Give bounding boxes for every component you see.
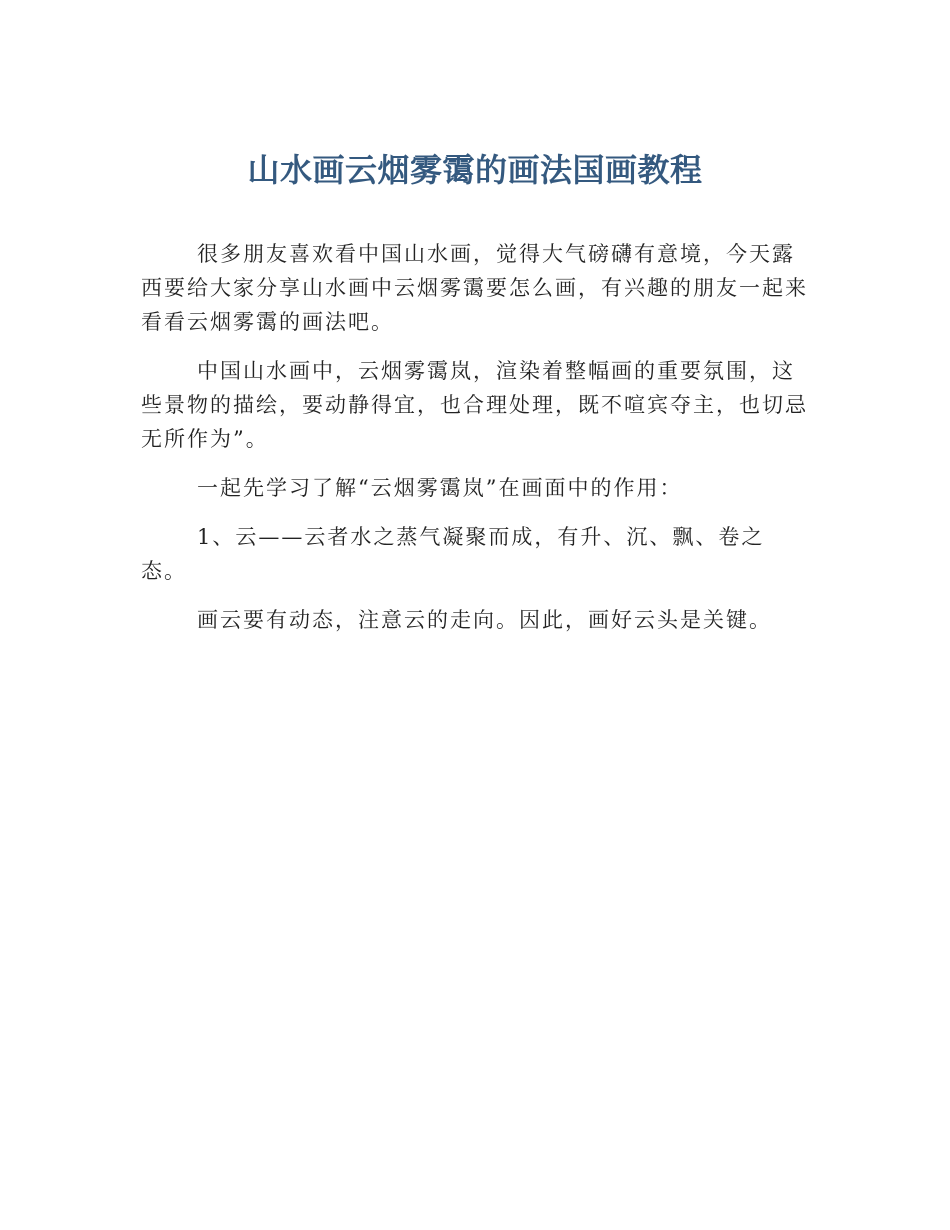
paragraph-atmosphere: 中国山水画中，云烟雾霭岚，渲染着整幅画的重要氛围，这些景物的描绘，要动静得宜，也合理处理，既不喧宾夺主，也切忌无所作为”。 bbox=[141, 359, 808, 451]
document-title: 山水画云烟雾霭的画法国画教程 bbox=[247, 151, 703, 189]
paragraph-cloud-definition: 1、云——云者水之蒸气凝聚而成，有升、沉、飘、卷之态。 bbox=[141, 525, 765, 583]
paragraph-intro: 很多朋友喜欢看中国山水画，觉得大气磅礴有意境，今天露西要给大家分享山水画中云烟雾霭要怎么画，有兴趣的朋友一起来看看云烟雾霭的画法吧。 bbox=[141, 242, 808, 334]
paragraph-role: 一起先学习了解“云烟雾霭岚”在画面中的作用： bbox=[197, 476, 683, 500]
paragraph-cloud-tip: 画云要有动态，注意云的走向。因此，画好云头是关键。 bbox=[197, 608, 772, 632]
document-body bbox=[141, 237, 809, 652]
